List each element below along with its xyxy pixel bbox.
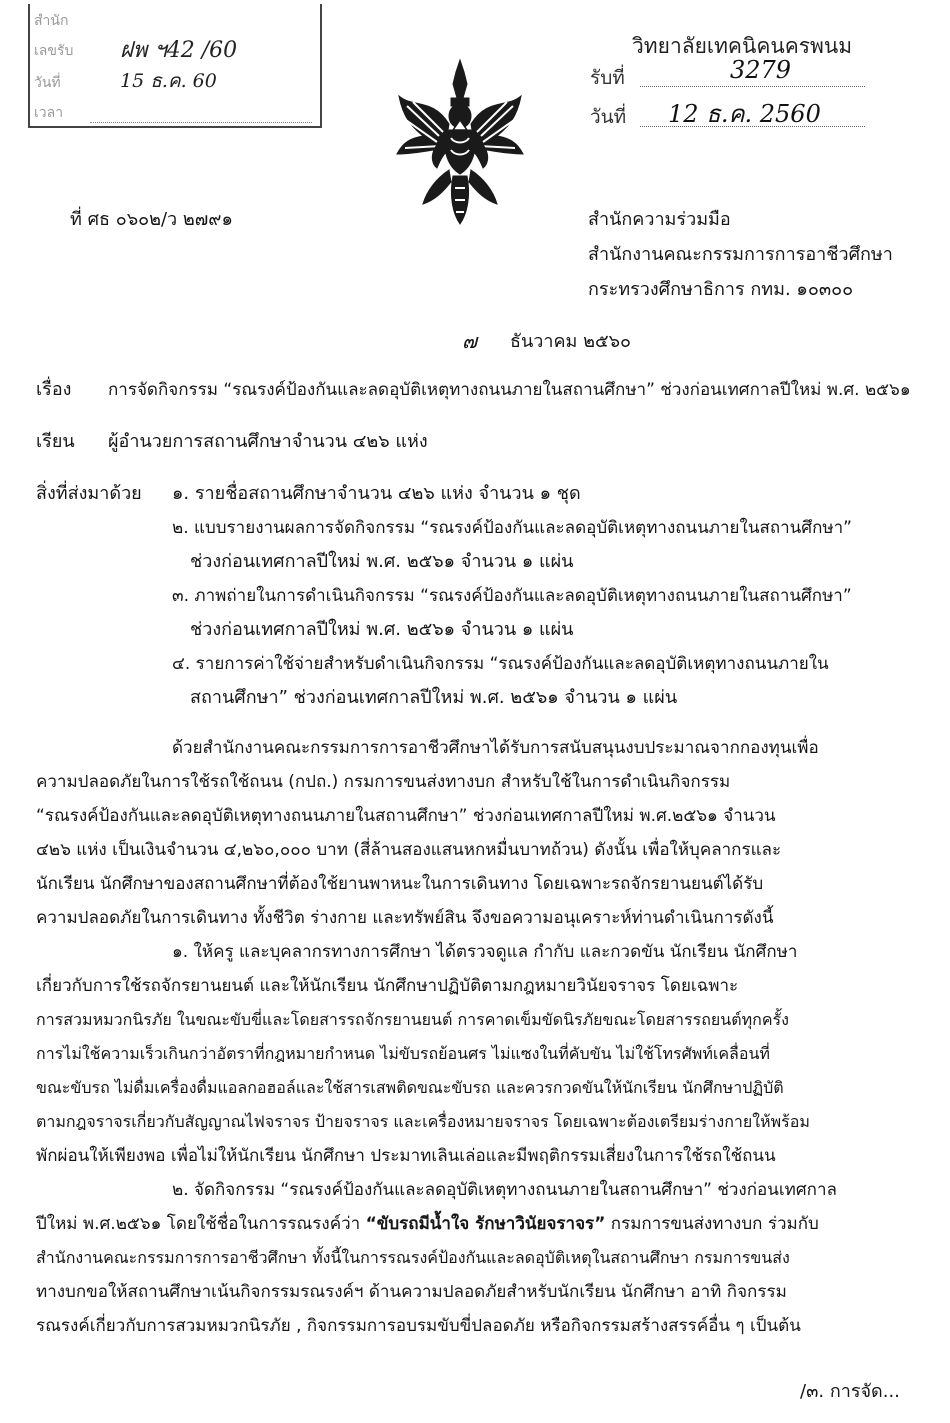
body-paragraph-line: ด้วยสำนักงานคณะกรรมการการอาชีวศึกษาได้รับการสนับสนุนงบประมาณจากกองทุนเพื่อ (172, 738, 819, 758)
body-paragraph-line: เกี่ยวกับการใช้รถจักรยานยนต์ และให้นักเรียน นักศึกษาปฏิบัติตามกฎหมายวินัยจราจร โดยเฉพาะ (36, 976, 739, 996)
college-name: วิทยาลัยเทคนิคนครพนม (632, 34, 853, 58)
stamp-dotted-line (640, 86, 865, 87)
stamp-label: วันที่ (34, 75, 61, 91)
body-text: ปีใหม่ พ.ศ.๒๕๖๑ โดยใช้ชื่อในการรณรงค์ว่า (36, 1214, 361, 1234)
body-paragraph-line: รณรงค์เกี่ยวกับการสวมหมวกนิรภัย , กิจกรรมการอบรมขับขี่ปลอดภัย หรือกิจกรรมสร้างสรรค์อื่น ๆ เป็นต้น (36, 1316, 801, 1336)
subject-text: การจัดกิจกรรม “รณรงค์ป้องกันและลดอุบัติเหตุทางถนนภายในสถานศึกษา” ช่วงก่อนเทศกาลปีใหม่ พ.ศ. ๒๕๖๑ (108, 380, 911, 400)
stamp-dotted-line (640, 126, 865, 127)
stamp-label: เวลา (34, 105, 64, 121)
body-paragraph-line: พักผ่อนให้เพียงพอ เพื่อไม่ให้นักเรียน นักศึกษา ประมาทเลินเล่อและมีพฤติกรรมเสี่ยงในการใช้รถใช้ถนน (36, 1146, 776, 1166)
enclosure-item-continued: สถานศึกษา” ช่วงก่อนเทศกาลปีใหม่ พ.ศ. ๒๕๖๑ จำนวน ๑ แผ่น (190, 687, 678, 708)
body-paragraph-line: ๒. จัดกิจกรรม “รณรงค์ป้องกันและลดอุบัติเหตุทางถนนภายในสถานศึกษา” ช่วงก่อนเทศกาล (172, 1180, 837, 1200)
sender-office: สำนักความร่วมมือ (588, 209, 731, 230)
enclosure-item: ๒. แบบรายงานผลการจัดกิจกรรม “รณรงค์ป้องกันและลดอุบัติเหตุทางถนนภายในสถานศึกษา” (172, 518, 852, 538)
continuation-marker: /๓. การจัด... (800, 1381, 900, 1402)
enclosure-item: ๔. รายการค่าใช้จ่ายสำหรับดำเนินกิจกรรม “รณรงค์ป้องกันและลดอุบัติเหตุทางถนนภายใน (172, 654, 829, 674)
body-text: กรมการขนส่งทางบก ร่วมกับ (610, 1214, 819, 1234)
sender-department: สำนักงานคณะกรรมการการอาชีวศึกษา (588, 244, 893, 265)
received-date: 15 ธ.ค. 60 (120, 70, 217, 92)
date-day: ๗ (462, 329, 478, 353)
enclosure-item: ๑. รายชื่อสถานศึกษาจำนวน ๔๒๖ แห่ง จำนวน ๑ ชุด (172, 483, 581, 504)
stamp-label: สำนัก (34, 13, 69, 29)
body-paragraph-line: นักเรียน นักศึกษาของสถานศึกษาที่ต้องใช้ยานพาหนะในการเดินทาง โดยเฉพาะรถจักรยานยนต์ได้รับ (36, 874, 764, 894)
receipt-number: 3279 (730, 56, 792, 84)
document-number: ที่ ศธ ๐๖๐๒/ว ๒๗๙๑ (70, 209, 233, 230)
body-paragraph-line: ๑. ให้ครู และบุคลากรทางการศึกษา ได้ตรวจดูแล กำกับ และกวดขัน นักเรียน นักศึกษา (172, 942, 798, 962)
body-paragraph-line: การสวมหมวกนิรภัย ในขณะขับขี่และโดยสารรถจักรยานยนต์ การคาดเข็มขัดนิรภัยขณะโดยสารรถยนต์ทุกครั้ง (36, 1010, 789, 1029)
stamp-dotted-line (90, 122, 312, 123)
enclosures-label: สิ่งที่ส่งมาด้วย (36, 483, 142, 504)
body-paragraph-line: ขณะขับรถ ไม่ดื่มเครื่องดื่มแอลกอฮอล์และใช้สารเสพติดขณะขับรถ และควรกวดขันให้นักเรียน นักศึกษาปฏิบัติ (36, 1078, 784, 1097)
sender-ministry: กระทรวงศึกษาธิการ กทม. ๑๐๓๐๐ (588, 279, 854, 300)
enclosure-item: ๓. ภาพถ่ายในการดำเนินกิจกรรม “รณรงค์ป้องกันและลดอุบัติเหตุทางถนนภายในสถานศึกษา” (172, 586, 852, 606)
body-paragraph-line: ๔๒๖ แห่ง เป็นเงินจำนวน ๔,๒๖๐,๐๐๐ บาท (สี่ล้านสองแสนหกหมื่นบาทถ้วน) ดังนั้น เพื่อให้บุคลากรและ (36, 840, 782, 860)
body-paragraph-line: การไม่ใช้ความเร็วเกินกว่าอัตราที่กฎหมายกำหนด ไม่ขับรถย้อนศร ไม่แซงในที่คับขัน ไม่ใช้โทรศัพท์เคลื่อนที่ (36, 1044, 770, 1063)
receipt-date: 12 ธ.ค. 2560 (668, 100, 821, 128)
body-paragraph-line: “รณรงค์ป้องกันและลดอุบัติเหตุทางถนนภายในสถานศึกษา” ช่วงก่อนเทศกาลปีใหม่ พ.ศ.๒๕๖๑ จำนวน (36, 806, 776, 826)
garuda-emblem (393, 58, 528, 228)
body-paragraph-line: ความปลอดภัยในการเดินทาง ทั้งชีวิต ร่างกาย และทรัพย์สิน จึงขอความอนุเคราะห์ท่านดำเนินการดังนี้ (36, 908, 774, 928)
date-month-year: ธันวาคม ๒๕๖๐ (510, 331, 632, 352)
receipt-number-label: รับที่ (590, 67, 625, 89)
campaign-slogan: “ขับรถมีน้ำใจ รักษาวินัยจราจร” (365, 1214, 606, 1234)
received-number: ฝพ ฯ42 /60 (120, 38, 238, 63)
enclosure-item-continued: ช่วงก่อนเทศกาลปีใหม่ พ.ศ. ๒๕๖๑ จำนวน ๑ แผ่น (190, 551, 574, 572)
salutation-text: ผู้อำนวยการสถานศึกษาจำนวน ๔๒๖ แห่ง (108, 431, 428, 452)
body-paragraph-line: สำนักงานคณะกรรมการการอาชีวศึกษา ทั้งนี้ในการรณรงค์ป้องกันและลดอุบัติเหตุในสถานศึกษา กรมการขนส่ง (36, 1248, 790, 1267)
stamp-label: เลขรับ (34, 43, 74, 59)
body-paragraph-line: ทางบกขอให้สถานศึกษาเน้นกิจกรรมรณรงค์ฯ ด้านความปลอดภัยสำหรับนักเรียน นักศึกษา อาทิ กิจกรรม (36, 1282, 787, 1302)
salutation-label: เรียน (36, 431, 75, 452)
body-paragraph-line: ตามกฎจราจรเกี่ยวกับสัญญาณไฟจราจร ป้ายจราจร และเครื่องหมายจราจร โดยเฉพาะต้องเตรียมร่างกายให้พร้อม (36, 1112, 810, 1131)
subject-label: เรื่อง (36, 379, 72, 400)
enclosure-item-continued: ช่วงก่อนเทศกาลปีใหม่ พ.ศ. ๒๕๖๑ จำนวน ๑ แผ่น (190, 619, 574, 640)
body-paragraph-line (36, 1212, 819, 1236)
body-paragraph-line: ความปลอดภัยในการใช้รถใช้ถนน (กปถ.) กรมการขนส่งทางบก สำหรับใช้ในการดำเนินกิจกรรม (36, 772, 731, 792)
received-stamp (28, 4, 322, 128)
receipt-date-label: วันที่ (590, 106, 627, 128)
